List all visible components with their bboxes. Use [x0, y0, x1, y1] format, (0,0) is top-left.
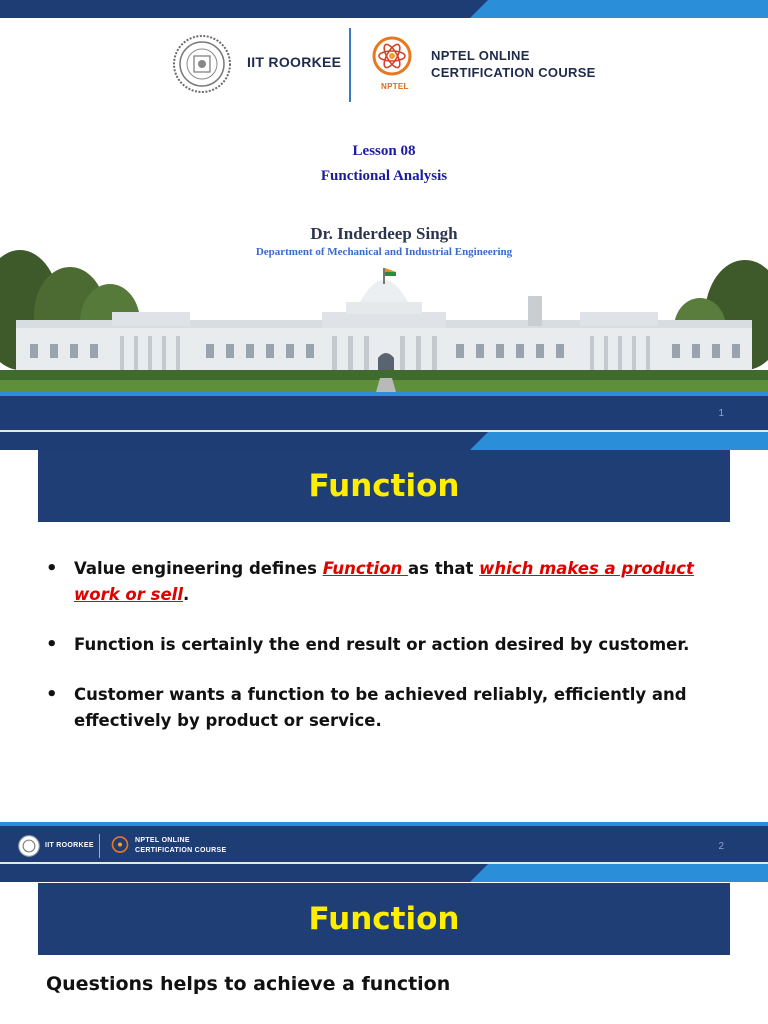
slide-title-box: [38, 450, 730, 522]
bullet-text: as that: [408, 559, 480, 578]
logo-header: [0, 22, 768, 106]
top-band: [0, 864, 768, 882]
title-slide: [0, 0, 768, 432]
function-slide: [0, 432, 768, 864]
lesson-number: Lesson 08: [352, 143, 416, 159]
bullet-item: • Customer wants a function to be achieved reliably, efficiently and effectively by product or service.: [46, 682, 696, 734]
course-line-2: CERTIFICATION COURSE: [431, 65, 596, 80]
emphasis-function: Function: [322, 559, 409, 578]
author-name: Dr. Inderdeep Singh: [310, 224, 458, 243]
bullet-text: .: [182, 585, 190, 604]
slide-title: Function: [308, 901, 460, 937]
page-number: 2: [718, 841, 724, 852]
nptel-logo-icon: [110, 835, 130, 855]
nptel-mark-label: NPTEL: [381, 82, 409, 91]
bullet-item: • Function is certainly the end result or action desired by customer.: [46, 632, 696, 658]
top-band: [0, 432, 768, 450]
slide-title: Function: [308, 468, 460, 504]
bullet-list: [46, 556, 696, 758]
iit-seal-icon: [172, 34, 232, 94]
footer-logo-divider: [99, 834, 100, 858]
footer-course-line-2: CERTIFICATION COURSE: [135, 847, 227, 854]
top-band: [0, 0, 768, 18]
footer-stripe: [0, 392, 768, 396]
course-line-1: NPTEL ONLINE: [431, 48, 530, 63]
footer-course-line-1: NPTEL ONLINE: [135, 837, 190, 844]
footer-bar: [0, 396, 768, 432]
bullet-text: Value engineering defines: [74, 559, 323, 578]
bullet-item: [46, 556, 696, 608]
institute-name: IIT ROORKEE: [247, 54, 342, 70]
footer-logos: [0, 826, 768, 864]
nptel-logo-icon: [368, 34, 416, 80]
footer-institute-name: IIT ROORKEE: [45, 842, 94, 849]
iit-seal-icon: [18, 835, 40, 857]
function-questions-slide: [0, 864, 768, 1024]
lesson-topic: Functional Analysis: [320, 168, 448, 184]
page-number: 1: [718, 408, 724, 419]
emphasis-definition: which makes a product work or sell: [74, 559, 694, 604]
campus-building-image: [0, 240, 768, 392]
slide-title-box: [38, 883, 730, 955]
logo-divider: [349, 28, 351, 102]
department-name: Department of Mechanical and Industrial Engineering: [255, 246, 513, 258]
slide-subheading: Questions helps to achieve a function: [46, 973, 451, 995]
